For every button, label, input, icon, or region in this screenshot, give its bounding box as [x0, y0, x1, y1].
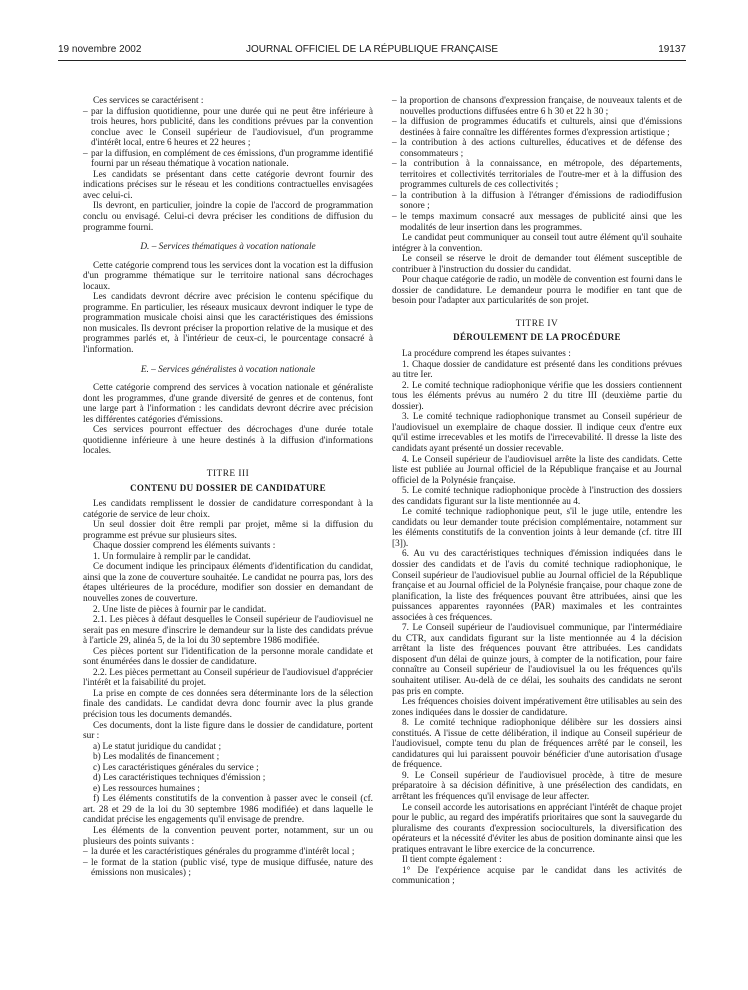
paragraph: Ces services se caractérisent :	[93, 96, 204, 106]
journal-title: JOURNAL OFFICIEL DE LA RÉPUBLIQUE FRANÇAISE	[245, 44, 499, 55]
paragraph: 1. Un formulaire à remplir par le candidat.	[93, 551, 251, 562]
paragraph: 9. Le Conseil supérieur de l'audiovisuel procède, à titre de mesure préparatoire à sa décision définitive, à une présélection des candidats, en arrêtant les fréquences qu'il envisage de leur affecter.	[392, 770, 682, 802]
paragraph: 2.1. Les pièces à défaut desquelles le Conseil supérieur de l'audiovisuel ne serait pas en mesure d'inscrire le demandeur sur la liste des candidats prévue à l'article 29, alinéa 5, de la loi du 30 septembre 1986 modifiée.	[83, 615, 373, 647]
paragraph: b) Les modalités de financement ;	[93, 752, 220, 763]
paragraph: f) Les éléments constitutifs de la convention à passer avec le conseil (cf. art. 28 et 29 de la loi du 30 septembre 1986 modifiée) et dans laquelle le candidat précise les engagements qu'il envisage de prendre.	[83, 794, 373, 826]
paragraph: Ces documents, dont la liste figure dans le dossier de candidature, portent sur :	[83, 720, 373, 742]
paragraph: 3. Le comité technique radiophonique transmet au Conseil supérieur de l'audiovisuel un exemplaire de chaque dossier. Il indique ceux d'entre eux qu'il estime irrecevables et les motifs de l'irrecevabilité. Il dresse la liste des candidats ayant présenté un dossier recevable.	[392, 412, 682, 454]
paragraph: c) Les caractéristiques générales du service ;	[93, 762, 259, 773]
paragraph: Ils devront, en particulier, joindre la copie de l'accord de programmation conclu ou envisagé. Celui-ci devra préciser les conditions de diffusion du programme fourni.	[83, 201, 373, 233]
paragraph: Ces pièces portent sur l'identification de la personne morale candidate et sont énumérées dans le dossier de candidature.	[83, 646, 373, 668]
paragraph: Ce document indique les principaux éléments d'identification du candidat, ainsi que la zone de couverture souhaitée. Le candidat ne pourra pas, lors des étapes ultérieures de la procédure, modifier son dossier en demandant de nouvelles zones de couverture.	[83, 562, 373, 604]
list-item: – le temps maximum consacré aux messages de publicité ainsi que les modalités de leur insertion dans les programmes.	[392, 212, 682, 233]
paragraph: Les candidats remplissent le dossier de candidature correspondant à la catégorie de service de leur choix.	[83, 499, 373, 520]
paragraph: 6. Au vu des caractéristiques techniques d'émission indiquées dans le dossier des candidats et de l'avis du comité technique radiophonique, le Conseil supérieur de l'audiovisuel publie au Journal officiel de la République française et au Journal officiel de la Polynésie française, pour chaque zone de planification, la liste des fréquences pouvant être attribuées, ainsi que les puissances apparentes rayonnées (PAR) maximales et les contraintes associées à ces fréquences.	[392, 549, 682, 623]
paragraph: Cette catégorie comprend tous les services dont la vocation est la diffusion d'un programme thématique sur le territoire national sans décrochages locaux.	[83, 260, 373, 292]
paragraph: 1° De l'expérience acquise par le candidat dans les activités de communication ;	[392, 865, 682, 887]
list-item: – la contribution à des actions culturelles, éducatives et de défense des consommateurs ;	[392, 138, 682, 159]
paragraph: Le comité technique radiophonique peut, s'il le juge utile, entendre les candidats ou leur demander toute précision complémentaire, notamment sur les éléments constitutifs de la convention joints à leur demande (cf. titre III [3]).	[392, 507, 682, 549]
paragraph: 2. Le comité technique radiophonique vérifie que les dossiers contiennent tous les éléments prévus au numéro 2 du titre III (deuxième partie du dossier).	[392, 380, 682, 412]
paragraph: 7. Le Conseil supérieur de l'audiovisuel communique, par l'intermédiaire du CTR, aux candidats figurant sur la liste mentionnée au 4 la décision arrêtant la liste des fréquences pouvant être attribuées. Les candidats disposent d'un délai de quinze jours, à compter de la notification, pour faire connaître au Conseil supérieur de l'audiovisuel la ou les fréquences qu'ils souhaitent utiliser. Au-delà de ce délai, les souhaits des candidats ne seront pas pris en compte.	[392, 623, 682, 697]
paragraph: La procédure comprend les étapes suivantes :	[402, 349, 571, 360]
paragraph: Les fréquences choisies doivent impérativement être utilisables au sein des zones indiquées dans le dossier de candidature.	[392, 697, 682, 718]
paragraph: 1. Chaque dossier de candidature est présenté dans les conditions prévues au titre Ier.	[392, 359, 682, 381]
list-item: – la durée et les caractéristiques générales du programme d'intérêt local ;	[83, 847, 373, 858]
paragraph: 8. Le comité technique radiophonique délibère sur les dossiers ainsi constitués. A l'issue de cette délibération, il indique au Conseil supérieur de l'audiovisuel, compte tenu du plan de fréquences arrêté par le conseil, les candidatures qui lui paraissent pouvoir bénéficier d'une autorisation d'usage de fréquence.	[392, 718, 682, 771]
chapter-heading: CONTENU DU DOSSIER DE CANDIDATURE	[130, 482, 326, 493]
paragraph: Le candidat peut communiquer au conseil tout autre élément qu'il souhaite intégrer à la convention.	[392, 233, 682, 254]
title-heading: TITRE IV	[515, 318, 559, 329]
paragraph: Il tient compte également :	[402, 855, 502, 866]
list-item: – le format de la station (public visé, type de musique diffusée, nature des émissions non musicales) ;	[83, 858, 373, 879]
list-item: – par la diffusion quotidienne, pour une durée qui ne peut être inférieure à trois heures, hors publicité, dans les conditions prévues par la convention conclue avec le Conseil supérieur de l'audiovisuel, d'un programme d'intérêt local, entre 6 heures et 22 heures ;	[83, 107, 373, 149]
page-header	[58, 44, 686, 58]
header-rule	[58, 60, 686, 61]
paragraph: 5. Le comité technique radiophonique procède à l'instruction des dossiers des candidats figurant sur la liste mentionnée au 4.	[392, 486, 682, 507]
paragraph: d) Les caractéristiques techniques d'émission ;	[93, 773, 266, 784]
section-heading: E. – Services généralistes à vocation nationale	[140, 364, 316, 375]
paragraph: a) Le statut juridique du candidat ;	[93, 741, 222, 752]
paragraph: Pour chaque catégorie de radio, un modèle de convention est fourni dans le dossier de candidature. Le demandeur pourra le modifier en tant que de besoin pour l'adapter aux particularités de son projet.	[392, 275, 682, 307]
header-date: 19 novembre 2002	[58, 44, 142, 55]
paragraph: 2. Une liste de pièces à fournir par le candidat.	[93, 604, 267, 615]
list-item: – par la diffusion, en complément de ces émissions, d'un programme identifié fourni par un réseau thématique à vocation nationale.	[83, 149, 373, 170]
list-item: – la diffusion de programmes éducatifs et culturels, ainsi que d'émissions destinées à faire connaître les différentes formes d'expression artistique ;	[392, 117, 682, 138]
paragraph: Le conseil se réserve le droit de demander tout élément susceptible de contribuer à l'instruction du dossier du candidat.	[392, 254, 682, 275]
paragraph: Les éléments de la convention peuvent porter, notamment, sur un ou plusieurs des points suivants :	[83, 826, 373, 847]
paragraph: Le conseil accorde les autorisations en appréciant l'intérêt de chaque projet pour le public, au regard des impératifs prioritaires que sont la sauvegarde du pluralisme des courants d'expression socioculturels, la diversification des opérateurs et la nécessité d'éviter les abus de position dominante ainsi que les pratiques entravant le libre exercice de la concurrence.	[392, 802, 682, 855]
paragraph: Ces services pourront effectuer des décrochages d'une durée totale quotidienne inférieure à une heure destinés à la diffusion d'informations locales.	[83, 425, 373, 457]
paragraph: Chaque dossier comprend les éléments suivants :	[93, 541, 276, 552]
paragraph: Cette catégorie comprend des services à vocation nationale et généraliste dont les programmes, d'une grande diversité de genres et de contenus, font une large part à l'information : les candidats devront décrire avec précision les différentes catégories d'émissions.	[83, 383, 373, 425]
list-item: – la contribution à la connaissance, en métropole, des départements, territoires et collectivités territoriales de l'outre-mer et à la diffusion des programmes culturels de ces collectivités ;	[392, 159, 682, 191]
paragraph: e) Les ressources humaines ;	[93, 783, 200, 794]
paragraph: Les candidats devront décrire avec précision le contenu spécifique du programme. En particulier, les réseaux musicaux devront indiquer le type de programmation musicale choisi ainsi que les caractéristiques des émissions non musicales. Ils devront préciser la proportion relative de la musique et des programmes parlés et, à l'intérieur de ceux-ci, le pourcentage consacré à l'information.	[83, 292, 373, 356]
paragraph: Les candidats se présentant dans cette catégorie devront fournir des indications précises sur le réseau et les conditions contractuelles envisagées avec celui-ci.	[83, 169, 373, 201]
paragraph: La prise en compte de ces données sera déterminante lors de la sélection finale des candidats. Le candidat devra donc fournir avec la plus grande précision tous les documents demandés.	[83, 688, 373, 720]
list-item: – la contribution à la diffusion à l'étranger d'émissions de radiodiffusion sonore ;	[392, 191, 682, 212]
paragraph: Un seul dossier doit être rempli par projet, même si la diffusion du programme est prévue sur plusieurs sites.	[83, 520, 373, 541]
paragraph: 2.2. Les pièces permettant au Conseil supérieur de l'audiovisuel d'apprécier l'intérêt et la faisabilité du projet.	[83, 667, 373, 689]
left-column	[83, 96, 373, 879]
page-number: 19137	[658, 44, 686, 55]
list-item: – la proportion de chansons d'expression française, de nouveaux talents et de nouvelles productions diffusées entre 6 h 30 et 22 h 30 ;	[392, 96, 682, 117]
right-column	[392, 96, 682, 887]
title-heading: TITRE III	[206, 468, 250, 479]
chapter-heading: DÉROULEMENT DE LA PROCÉDURE	[453, 332, 621, 343]
paragraph: 4. Le Conseil supérieur de l'audiovisuel arrête la liste des candidats. Cette liste est publiée au Journal officiel de la République française et au Journal officiel de la Polynésie française.	[392, 454, 682, 486]
section-heading: D. – Services thématiques à vocation nationale	[140, 242, 316, 253]
